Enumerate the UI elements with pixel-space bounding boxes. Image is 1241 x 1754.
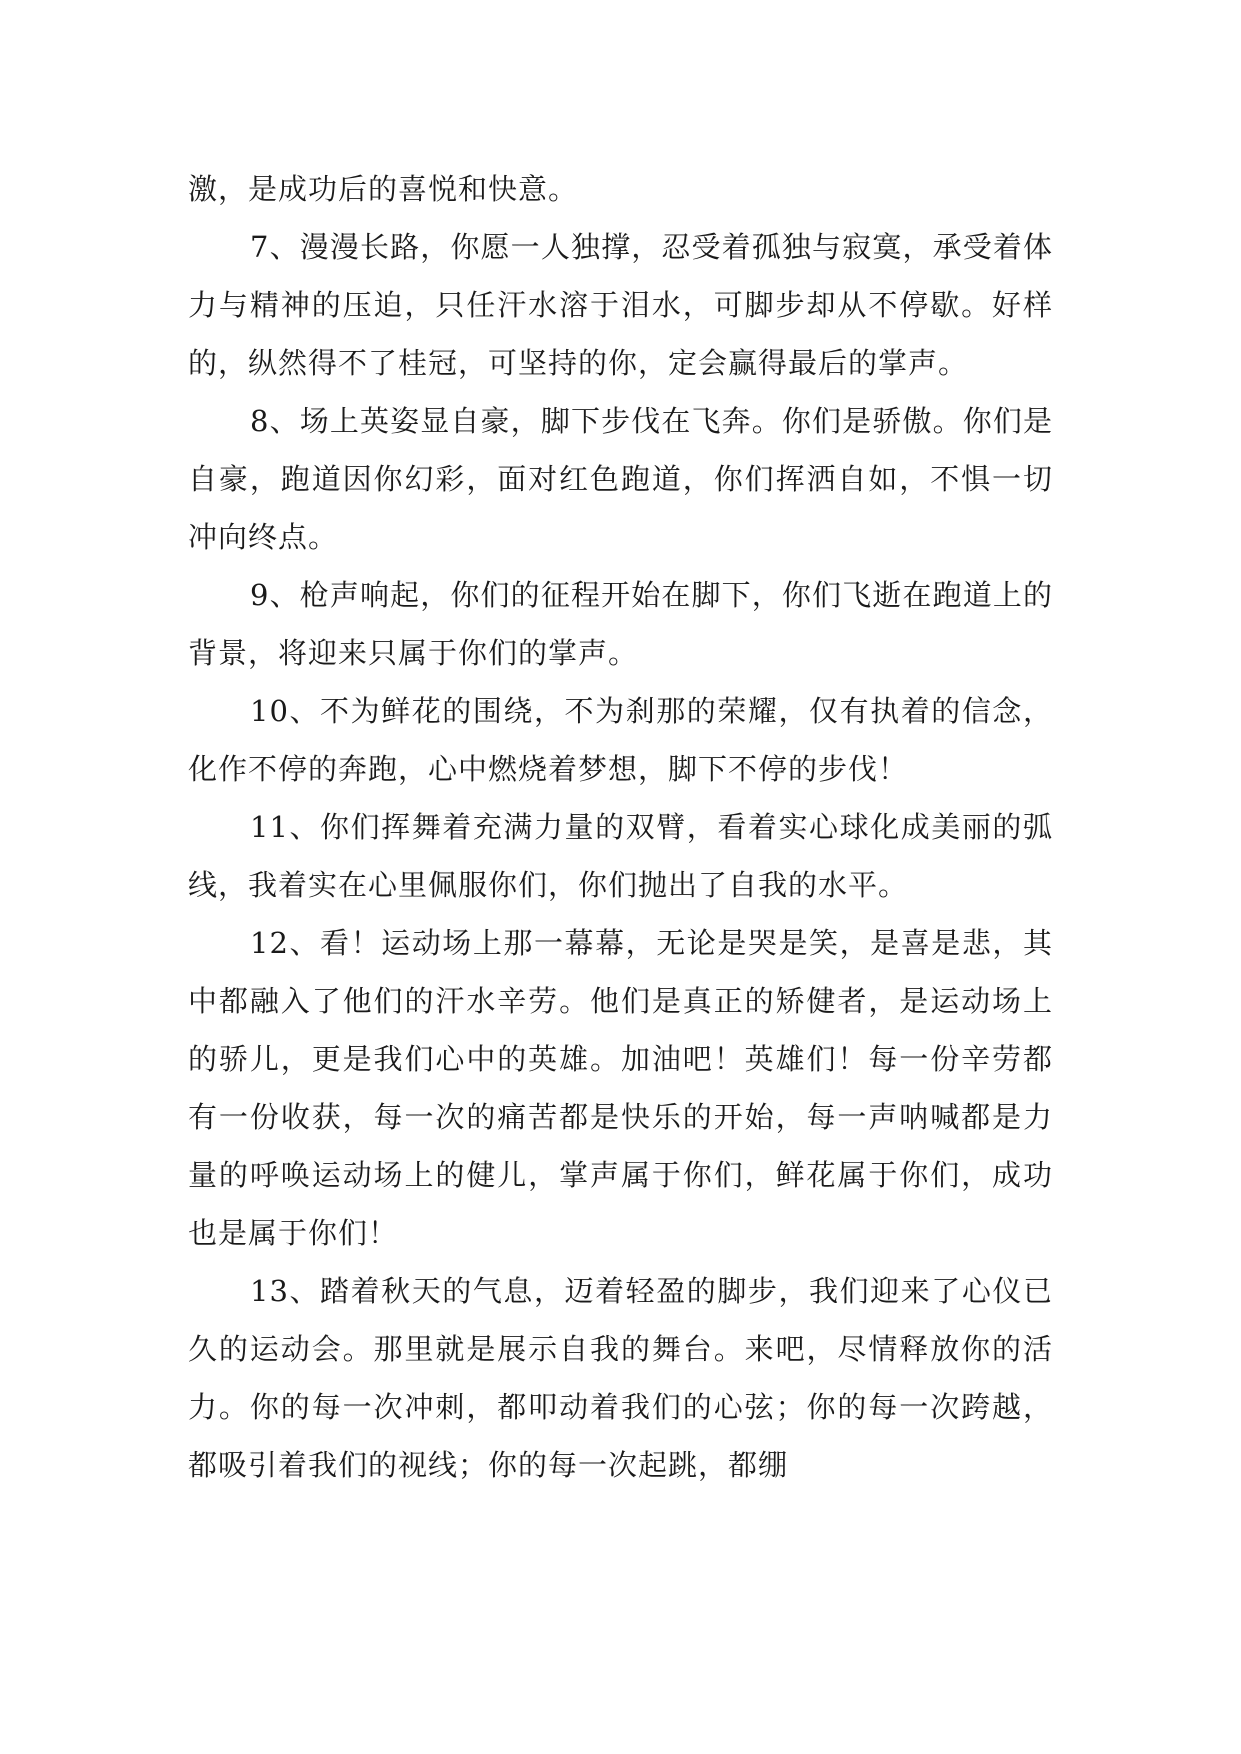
document-body <box>188 160 1053 1494</box>
paragraph-item-9: 9、枪声响起，你们的征程开始在脚下，你们飞逝在跑道上的背景，将迎来只属于你们的掌声。 <box>188 578 1053 670</box>
paragraph-continuation: 激，是成功后的喜悦和快意。 <box>188 172 579 206</box>
paragraph-item-10: 10、不为鲜花的围绕，不为刹那的荣耀，仅有执着的信念，化作不停的奔跑，心中燃烧着梦想，脚下不停的步伐！ <box>188 694 1053 786</box>
paragraph-item-7: 7、漫漫长路，你愿一人独撑，忍受着孤独与寂寞，承受着体力与精神的压迫，只任汗水溶于泪水，可脚步却从不停歇。好样的，纵然得不了桂冠，可坚持的你，定会赢得最后的掌声。 <box>188 230 1053 380</box>
paragraph-item-12: 12、看！运动场上那一幕幕，无论是哭是笑，是喜是悲，其中都融入了他们的汗水辛劳。他们是真正的矫健者，是运动场上的骄儿，更是我们心中的英雄。加油吧！英雄们！每一份辛劳都有一份收获，每一次的痛苦都是快乐的开始，每一声呐喊都是力量的呼唤运动场上的健儿，掌声属于你们，鲜花属于你们，成功也是属于你们！ <box>188 926 1053 1250</box>
paragraph-item-13: 13、踏着秋天的气息，迈着轻盈的脚步，我们迎来了心仪已久的运动会。那里就是展示自我的舞台。来吧，尽情释放你的活力。你的每一次冲刺，都叩动着我们的心弦；你的每一次跨越，都吸引着我们的视线；你的每一次起跳，都绷 <box>188 1274 1053 1482</box>
paragraph-item-8: 8、场上英姿显自豪，脚下步伐在飞奔。你们是骄傲。你们是自豪，跑道因你幻彩，面对红色跑道，你们挥洒自如，不惧一切冲向终点。 <box>188 404 1053 554</box>
paragraph-item-11: 11、你们挥舞着充满力量的双臂，看着实心球化成美丽的弧线，我着实在心里佩服你们，你们抛出了自我的水平。 <box>188 810 1053 902</box>
